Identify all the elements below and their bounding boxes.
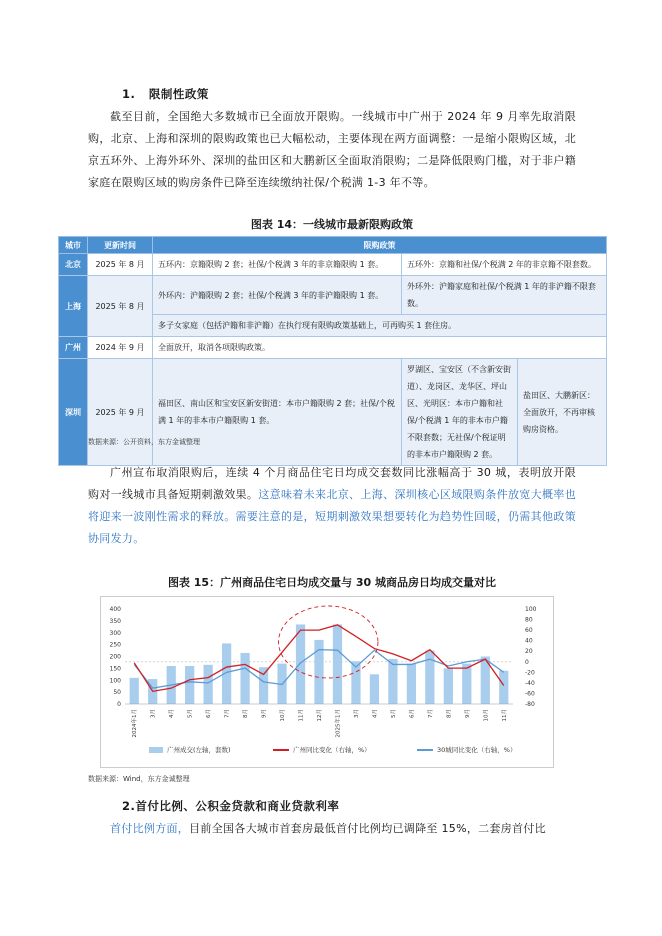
left-tick-label: 400 bbox=[109, 606, 121, 613]
x-tick-label: 2025年1月 bbox=[335, 709, 342, 738]
highlight-ellipse bbox=[279, 606, 378, 678]
legend-bar bbox=[149, 745, 231, 754]
left-tick-label: 300 bbox=[109, 629, 121, 637]
x-tick-label: 8月 bbox=[243, 709, 250, 718]
paragraph-downpayment bbox=[88, 818, 576, 840]
bar-guangzhou-volume bbox=[204, 665, 213, 704]
left-tick-label: 100 bbox=[109, 677, 121, 685]
left-tick-label: 0 bbox=[117, 701, 121, 708]
chart-plot bbox=[101, 597, 555, 769]
bar-guangzhou-volume bbox=[444, 668, 453, 704]
right-tick-label: -40 bbox=[525, 679, 535, 687]
date-guangzhou: 2024 年 9 月 bbox=[88, 337, 153, 359]
bar-guangzhou-volume bbox=[333, 624, 342, 704]
right-tick-label: 60 bbox=[525, 627, 533, 635]
header-city: 城市 bbox=[59, 237, 88, 254]
table-source: 数据来源：公开资料，东方金诚整理 bbox=[88, 438, 200, 446]
x-tick-label: 3月 bbox=[353, 709, 360, 718]
policy-shanghai-inner: 外环内：沪籍限购 2 套；社保/个税满 3 年的非沪籍限购 1 套。 bbox=[153, 276, 402, 315]
x-tick-label: 5月 bbox=[187, 709, 194, 718]
bar-guangzhou-volume bbox=[370, 674, 379, 704]
section-heading-restrictive-policy: 1. 限制性政策 bbox=[122, 87, 209, 101]
city-guangzhou: 广州 bbox=[59, 337, 88, 359]
date-shanghai: 2025 年 8 月 bbox=[88, 276, 153, 337]
policy-beijing-inner: 五环内：京籍限购 2 套；社保/个税满 3 年的非京籍限购 1 套。 bbox=[153, 254, 402, 276]
left-tick-label: 250 bbox=[109, 641, 121, 649]
right-tick-label: 40 bbox=[525, 637, 533, 645]
city-shenzhen: 深圳 bbox=[59, 359, 88, 466]
legend-bar-label: 广州成交(左轴，套数) bbox=[167, 746, 231, 754]
policy-shenzhen-core: 福田区、南山区和宝安区新安街道：本市户籍限购 2 套；社保/个税满 1 年的非本市户籍限购 1 套。 bbox=[153, 359, 402, 466]
bar-guangzhou-volume bbox=[240, 653, 249, 704]
left-tick-label: 200 bbox=[109, 653, 121, 661]
legend-red bbox=[273, 745, 371, 754]
left-tick-label: 50 bbox=[113, 689, 121, 697]
header-date: 更新时间 bbox=[88, 237, 153, 254]
bar-guangzhou-volume bbox=[407, 664, 416, 704]
right-tick-label: 100 bbox=[525, 606, 537, 613]
x-tick-label: 3月 bbox=[150, 709, 157, 718]
legend-blue-swatch bbox=[417, 749, 433, 751]
policy-shanghai-multichild: 多子女家庭（包括沪籍和非沪籍）在执行现有限购政策基础上，可再购买 1 套住房。 bbox=[153, 315, 607, 337]
chart-caption: 图表 15：广州商品住宅日均成交量与 30 城商品房日均成交量对比 bbox=[167, 576, 497, 589]
chart-container bbox=[100, 596, 554, 768]
x-tick-label: 7月 bbox=[427, 709, 434, 718]
bar-guangzhou-volume bbox=[185, 666, 194, 704]
policy-shenzhen-yantian: 盐田区、大鹏新区：全面放开，不再审核购房资格。 bbox=[518, 359, 607, 466]
right-tick-label: -20 bbox=[525, 669, 535, 677]
x-tick-label: 9月 bbox=[464, 709, 471, 718]
city-shanghai: 上海 bbox=[59, 276, 88, 337]
policy-table bbox=[58, 236, 607, 466]
x-tick-label: 2024年1月 bbox=[132, 709, 139, 738]
bar-guangzhou-volume bbox=[388, 659, 397, 704]
bar-guangzhou-volume bbox=[499, 671, 508, 704]
x-tick-label: 11月 bbox=[298, 709, 305, 722]
bar-guangzhou-volume bbox=[296, 624, 305, 704]
chart-source: 数据来源：Wind，东方金诚整理 bbox=[88, 775, 190, 783]
x-tick-label: 6月 bbox=[206, 709, 213, 718]
date-beijing: 2025 年 8 月 bbox=[88, 254, 153, 276]
x-tick-label: 5月 bbox=[390, 709, 397, 718]
legend-bar-swatch bbox=[149, 747, 163, 753]
x-tick-label: 4月 bbox=[372, 709, 379, 718]
policy-beijing-outer: 五环外：京籍和社保/个税满 2 年的非京籍不限套数。 bbox=[402, 254, 607, 276]
policy-guangzhou: 全面放开，取消各项限购政策。 bbox=[153, 337, 607, 359]
paragraph-guangzhou-plain: 广州宣布取消限购后，连续 4 个月商品住宅日均成交套数同比涨幅高于 30 城，表明放开限购对一线城市具备短期刺激效果。 bbox=[88, 466, 576, 501]
right-tick-label: 0 bbox=[525, 658, 529, 666]
paragraph-restriction-summary: 截至目前，全国绝大多数城市已全面放开限购。一线城市中广州于 2024 年 9 月率先取消限购，北京、上海和深圳的限购政策也已大幅松动，主要体现在两方面调整：一是缩小限购区域，北京五环外、上海外环外、深圳的盐田区和大鹏新区全面取消限购；二是降低限购门槛，对于非户籍家庭在限购区域的购房条件已降至连续缴纳社保/个税满 1-3 年不等。 bbox=[88, 110, 576, 189]
legend-red-label: 广州同比变化（右轴，%） bbox=[293, 746, 371, 754]
x-tick-label: 10月 bbox=[483, 709, 490, 722]
x-tick-label: 9月 bbox=[261, 709, 268, 718]
table-caption: 图表 14：一线城市最新限购政策 bbox=[250, 218, 414, 231]
right-tick-label: 80 bbox=[525, 616, 533, 624]
right-tick-label: -60 bbox=[525, 690, 535, 698]
date-shenzhen: 2025 年 9 月 bbox=[88, 359, 153, 466]
x-tick-label: 7月 bbox=[224, 709, 231, 718]
left-tick-label: 350 bbox=[109, 617, 121, 625]
x-tick-label: 12月 bbox=[317, 709, 323, 722]
x-tick-label: 4月 bbox=[169, 709, 176, 718]
policy-shenzhen-other: 罗湖区、宝安区（不含新安街道）、龙岗区、龙华区、坪山区、光明区：本市户籍和社保/个税满 1 年的非本市户籍不限套数；无社保/个税证明的非本市户籍限购 2 套。 bbox=[402, 359, 518, 466]
x-tick-label: 8月 bbox=[446, 709, 453, 718]
legend-blue-label: 30城同比变化（右轴，%） bbox=[437, 746, 517, 754]
policy-shanghai-outer: 外环外：沪籍家庭和社保/个税满 1 年的非沪籍不限套数。 bbox=[402, 276, 607, 315]
bar-guangzhou-volume bbox=[130, 678, 139, 704]
paragraph-guangzhou-highlight: 这意味着未来北京、上海、深圳核心区域限购条件放宽大概率也将迎来一波刚性需求的释放。需要注意的是，短期刺激效果想要转化为趋势性回暖，仍需其他政策协同发力。 bbox=[88, 488, 576, 545]
city-beijing: 北京 bbox=[59, 254, 88, 276]
right-tick-label: -80 bbox=[525, 701, 535, 708]
header-policy: 限购政策 bbox=[153, 237, 607, 254]
legend-blue bbox=[417, 745, 516, 754]
section-heading-downpayment: 2.首付比例、公积金贷款和商业贷款利率 bbox=[122, 799, 340, 813]
right-tick-label: 20 bbox=[525, 648, 533, 656]
x-tick-label: 6月 bbox=[409, 709, 416, 718]
legend-red-swatch bbox=[273, 749, 289, 751]
paragraph-downpayment-highlight: 首付比例方面， bbox=[110, 822, 190, 835]
left-tick-label: 150 bbox=[109, 665, 121, 673]
paragraph-downpayment-plain: 目前全国各大城市首套房最低首付比例均已调降至 15%，二套房首付比 bbox=[189, 822, 546, 835]
x-tick-label: 11月 bbox=[501, 709, 508, 722]
bar-guangzhou-volume bbox=[462, 664, 471, 704]
x-tick-label: 10月 bbox=[280, 709, 287, 722]
paragraph-guangzhou-effect bbox=[88, 462, 576, 550]
